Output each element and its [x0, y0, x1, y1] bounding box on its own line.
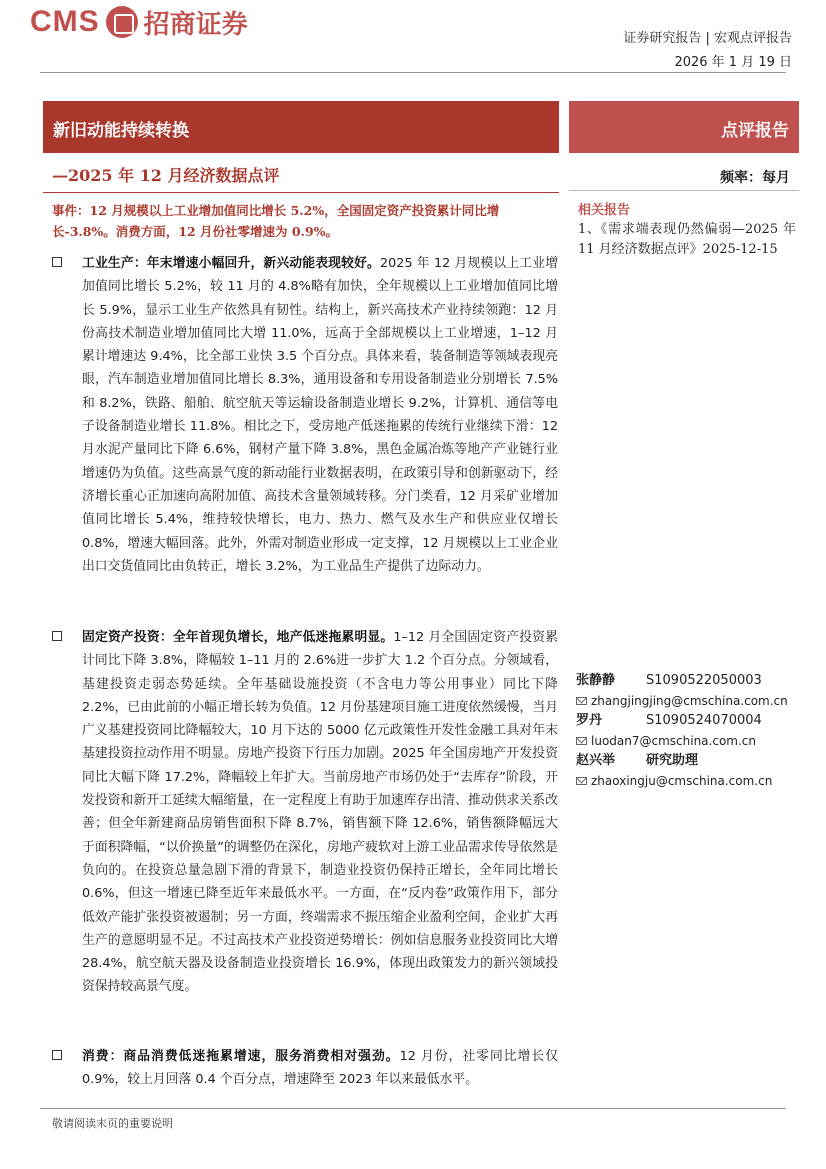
envelope-icon: [576, 777, 587, 785]
header-divider: [40, 72, 786, 73]
square-bullet-icon: [52, 631, 62, 641]
related-reports-heading: 相关报告: [578, 203, 631, 218]
side-banner: [569, 101, 799, 153]
title-banner: [43, 101, 559, 153]
event-summary: 事件：12 月规模以上工业增加值同比增长 5.2%，全国固定资产投资累计同比增长-3.8%。消费方面，12 月份社零增速为 0.9%。: [52, 203, 500, 239]
page-title: 新旧动能持续转换: [53, 121, 189, 141]
report-type: 证券研究报告 | 宏观点评报告: [623, 31, 792, 46]
brand-logo: [30, 2, 248, 42]
report-category: 点评报告: [721, 121, 789, 141]
brand-en: CMS: [30, 5, 100, 38]
frequency: 频率：每月: [720, 170, 790, 186]
subtitle-divider: [43, 192, 559, 193]
section-consumption: [52, 1045, 558, 1092]
analyst-cert: S1090522050003: [646, 673, 762, 688]
page-subtitle: —2025 年 12 月经济数据点评: [52, 166, 280, 185]
analyst-list: [576, 672, 802, 792]
analyst-row: [576, 712, 802, 730]
section-heading: 消费：商品消费低迷拖累增速，服务消费相对强劲。: [82, 1049, 400, 1064]
analyst-email[interactable]: zhaoxingju@cmschina.com.cn: [591, 774, 773, 788]
square-bullet-icon: [52, 257, 62, 267]
analyst-email-row[interactable]: [576, 730, 802, 752]
footer-note: 敬请阅读末页的重要说明: [52, 1117, 173, 1130]
square-bullet-icon: [52, 1050, 62, 1060]
analyst-email-row[interactable]: [576, 690, 802, 712]
analyst-name: 罗丹: [576, 713, 603, 728]
section-body: 2025 年 12 月规模以上工业增加值同比增长 5.2%，较 11 月的 4.8%略有加快，全年规模以上工业增加值同比增长 5.9%，显示工业生产依然具有韧性。结构上，新兴高技术产业持续领跑：12 月份高技术制造业增加值同比大增 11.0%，远高于全部规模以上工业增速，1–12 月累计增速达 9.4%，比全部工业快 3.5 个百分点。具体来看，装备制造等领域表现亮眼，汽车制造业增加值同比增长 8.3%，通用设备和专用设备制造业分别增长 7.5%和 8.2%，铁路、船舶、航空航天等运输设备制造业增长 9.2%，计算机、通信等电子设备制造业增长 11.8%。相比之下，受房地产低迷拖累的传统行业继续下滑：12 月水泥产量同比下降 6.6%，钢材产量下降 3.8%，黑色金属冶炼等地产产业链行业增速仍为负值。这些高景气度的新动能行业数据表明，在政策引导和创新驱动下，经济增长重心正加速向高附加值、高技术含量领域转移。分门类看，12 月采矿业增加值同比增长 5.4%，维持较快增长，电力、热力、燃气及水生产和供应业仅增长 0.8%，增速大幅回落。此外，外需对制造业形成一定支撑，12 月规模以上工业企业出口交货值同比由负转正，增长 3.2%，为工业品生产提供了边际动力。: [82, 256, 559, 574]
analyst-email-row[interactable]: [576, 770, 802, 792]
analyst-row: [576, 752, 802, 770]
report-date: 2026 年 1 月 19 日: [674, 55, 792, 70]
section-body: 12 月份，社零同比增长仅 0.9%，较上月回落 0.4 个百分点，增速降至 2023 年以来最低水平。: [82, 1049, 559, 1088]
analyst-name: 张静静: [576, 673, 616, 688]
frequency-divider: [569, 190, 799, 191]
section-body: 1–12 月全国固定资产投资累计同比下降 3.8%，降幅较 1–11 月的 2.6%进一步扩大 1.2 个百分点。分领域看，基建投资走弱态势延续。全年基础设施投资（不含电力等公用事业）同比下降 2.2%，已由此前的小幅正增长转为负值。12 月份基建项目施工进度依然缓慢，当月广义基建投资同比降幅较大，10 月下达的 5000 亿元政策性开发性金融工具对年末基建投资拉动作用不明显。房地产投资下行压力加剧。2025 年全国房地产开发投资同比大幅下降 17.2%，降幅较上年扩大。当前房地产市场仍处于“去库存”阶段，开发投资和新开工延续大幅缩量，在一定程度上有助于加速库存出清、推动供求关系改善；但全年新建商品房销售面积下降 8.7%，销售额下降 12.6%，销售额降幅远大于面积降幅，“以价换量”的调整仍在深化，房地产疲软对上游工业品需求传导依然是负向的。在投资总量急剧下滑的背景下，制造业投资仍保持正增长，全年同比增长 0.6%，但这一增速已降至近年来最低水平。一方面，在“反内卷”政策作用下，部分低效产能扩张投资被遏制；另一方面，终端需求不振压缩企业盈利空间，企业扩大再生产的意愿明显不足。不过高技术产业投资逆势增长：例如信息服务业投资同比大增 28.4%，航空航天器及设备制造业投资增长 16.9%，体现出政策发力的新兴领域投资保持较高景气度。: [82, 630, 559, 995]
envelope-icon: [576, 697, 587, 705]
analyst-cert: S1090524070004: [646, 713, 762, 728]
section-investment: [52, 626, 558, 999]
section-text: [82, 252, 558, 578]
footer-divider: [40, 1108, 786, 1109]
section-text: [82, 626, 558, 999]
section-heading: 工业生产：年末增速小幅回升，新兴动能表现较好。: [82, 256, 381, 271]
section-heading: 固定资产投资：全年首现负增长，地产低迷拖累明显。: [82, 630, 394, 645]
brand-cn: 招商证券: [143, 9, 248, 40]
analyst-email[interactable]: luodan7@cmschina.com.cn: [591, 734, 756, 748]
analyst-email[interactable]: zhangjingjing@cmschina.com.cn: [591, 694, 788, 708]
envelope-icon: [576, 737, 587, 745]
analyst-name: 赵兴举: [576, 753, 616, 768]
section-text: [82, 1045, 558, 1092]
analyst-cert: 研究助理: [646, 753, 699, 768]
related-report-link[interactable]: 1、《需求端表现仍然偏弱—2025 年 11 月经济数据点评》2025-12-15: [578, 222, 796, 257]
brand-mark-icon: [106, 6, 138, 38]
section-industry: [52, 252, 558, 578]
analyst-row: [576, 672, 802, 690]
